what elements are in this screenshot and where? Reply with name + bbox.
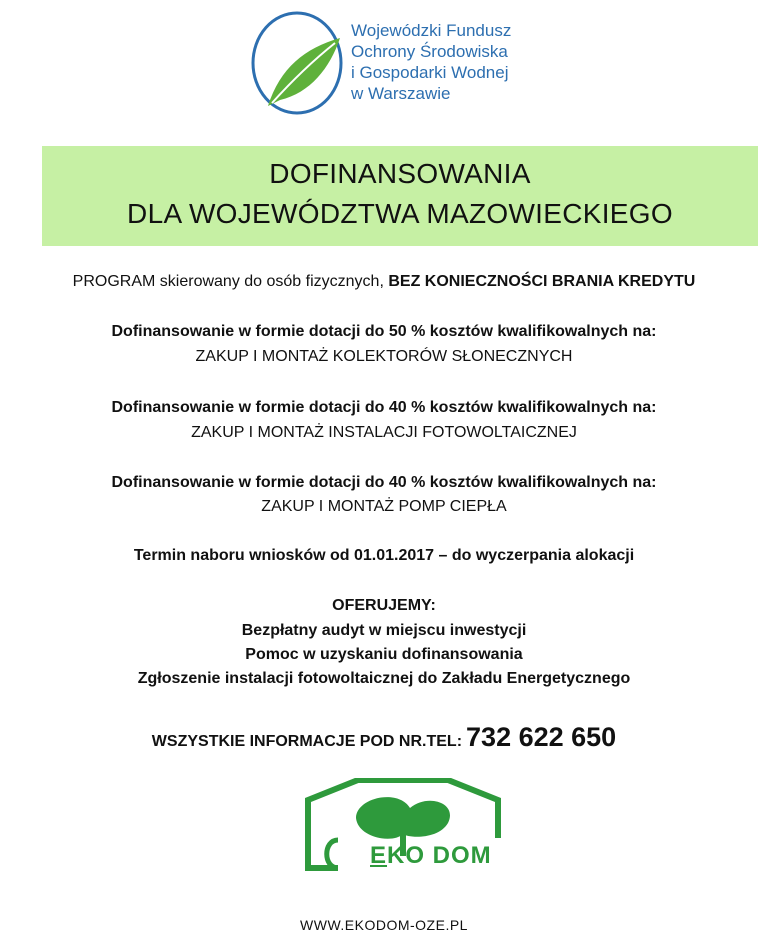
intro-text — [0, 273, 768, 291]
offer-item-1: ZAKUP I MONTAŻ KOLEKTORÓW SŁONECZNYCH — [195, 348, 573, 365]
offer-heading-3: Dofinansowanie w formie dotacji do 40 % kosztów kwalifikowalnych na: — [111, 474, 657, 491]
ekodom-ko: KO — [387, 842, 426, 869]
logo-line-2: Ochrony Środowiska — [351, 42, 508, 61]
offer-heading-2: Dofinansowanie w formie dotacji do 40 % kosztów kwalifikowalnych na: — [111, 399, 657, 416]
contact-label: WSZYSTKIE INFORMACJE POD NR.TEL: — [151, 733, 463, 750]
offer-heading-1: Dofinansowanie w formie dotacji do 50 % kosztów kwalifikowalnych na: — [111, 323, 657, 340]
phone-number[interactable]: 732 622 650 — [466, 722, 617, 752]
ekodom-e: E — [370, 842, 388, 869]
we-offer-item-1: Bezpłatny audyt w miejscu inwestycji — [241, 622, 527, 639]
logo-line-1: Wojewódzki Fundusz — [351, 21, 512, 40]
title-banner — [42, 146, 758, 246]
offer-item-3: ZAKUP I MONTAŻ POMP CIEPŁA — [261, 498, 507, 515]
deadline-text: Termin naboru wniosków od 01.01.2017 – do wyczerpania alokacji — [133, 547, 635, 564]
we-offer-item-2: Pomoc w uzyskaniu dofinansowania — [245, 646, 523, 663]
leaf-ring-icon — [250, 8, 350, 120]
logo-line-3: i Gospodarki Wodnej — [351, 63, 509, 82]
ekodom-wordmark — [370, 842, 492, 870]
logo-line-4: w Warszawie — [351, 84, 451, 103]
offer-item-2: ZAKUP I MONTAŻ INSTALACJI FOTOWOLTAICZNEJ — [191, 424, 577, 441]
we-offer-item-3: Zgłoszenie instalacji fotowoltaicznej do Zakładu Energetycznego — [137, 670, 631, 687]
intro-bold: BEZ KONIECZNOŚCI BRANIA KREDYTU — [388, 273, 696, 290]
banner-line-1: DOFINANSOWANIA — [269, 158, 531, 189]
banner-line-2: DLA WOJEWÓDZTWA MAZOWIECKIEGO — [127, 198, 673, 229]
wfosigw-logo — [250, 8, 550, 120]
website-link[interactable]: WWW.EKODOM-OZE.PL — [300, 917, 468, 933]
contact-line — [0, 722, 768, 753]
ekodom-dom: DOM — [425, 842, 492, 869]
we-offer-title: OFERUJEMY: — [332, 597, 436, 614]
intro-normal: PROGRAM skierowany do osób fizycznych, — [72, 273, 389, 290]
